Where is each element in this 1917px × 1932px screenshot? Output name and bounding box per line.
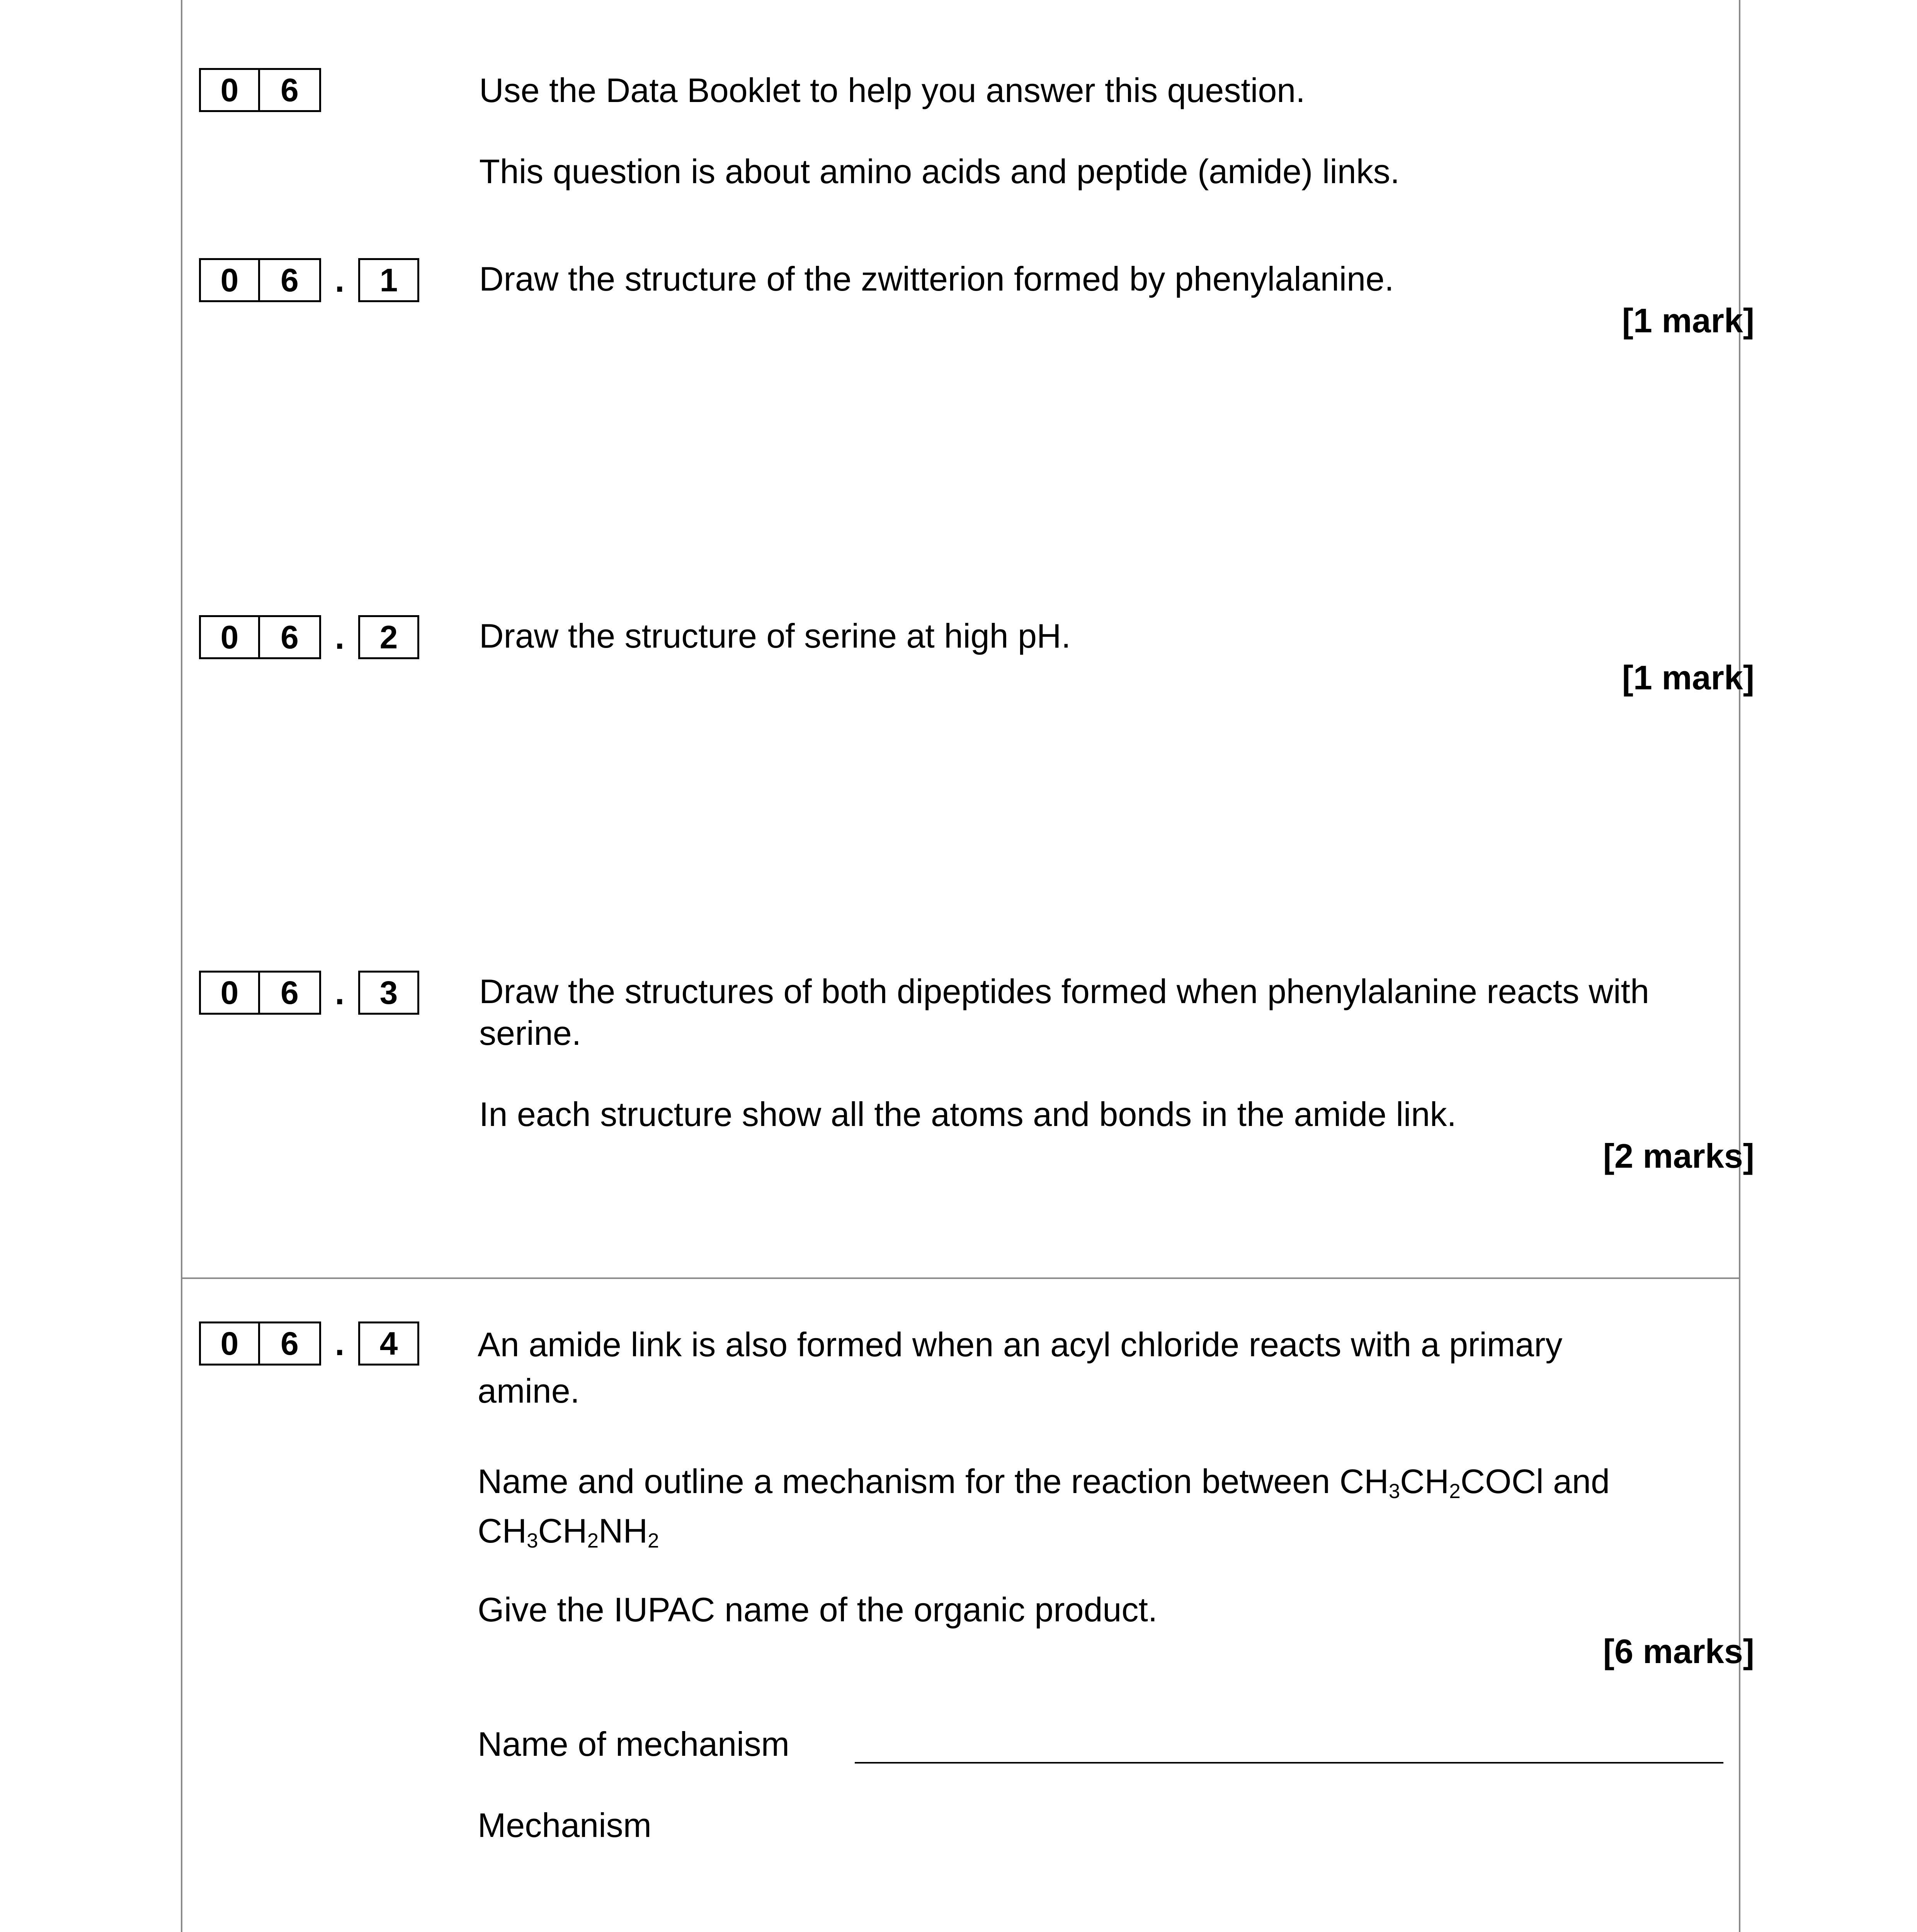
question-digit: 6 — [260, 258, 321, 302]
marks-label: [1 mark] — [1622, 301, 1754, 340]
left-margin-rule — [181, 0, 182, 1932]
marks-label: [6 marks] — [1603, 1632, 1754, 1670]
question-instruction: In each structure show all the atoms and bonds in the amide link. — [479, 1095, 1456, 1133]
section-divider — [181, 1277, 1740, 1279]
question-prompt: An amide link is also formed when an acyl chloride reacts with a primary amine. — [478, 1325, 1563, 1410]
question-prompt: Draw the structures of both dipeptides formed when phenylalanine reacts with serine. — [479, 972, 1649, 1052]
question-digit: 6 — [260, 971, 321, 1015]
question-prompt: Draw the structure of serine at high pH. — [479, 617, 1071, 655]
task-text: Name and outline a mechanism for the reaction between — [478, 1462, 1340, 1500]
question-subpart: 4 — [358, 1321, 419, 1366]
question-digit: 6 — [260, 615, 321, 659]
question-number-06-2 — [199, 615, 419, 659]
question-digit: 0 — [199, 1321, 260, 1366]
mechanism-name-answer-line[interactable] — [855, 1762, 1723, 1764]
mechanism-name-label: Name of mechanism — [478, 1725, 789, 1763]
question-digit: 0 — [199, 615, 260, 659]
question-digit: 0 — [199, 258, 260, 302]
mechanism-label: Mechanism — [478, 1806, 651, 1844]
question-digit: 0 — [199, 971, 260, 1015]
marks-label: [1 mark] — [1622, 658, 1754, 697]
question-separator: . — [335, 973, 345, 1012]
reactant-acyl-chloride: $CH_3CH_2COCl$ — [1339, 1462, 1544, 1503]
question-prompt: Draw the structure of the zwitterion formed by phenylalanine. — [479, 260, 1394, 298]
question-number-06-1 — [199, 258, 419, 302]
question-subpart: 3 — [358, 971, 419, 1015]
question-separator: . — [335, 1324, 345, 1363]
topic-text: This question is about amino acids and peptide (amide) links. — [479, 152, 1400, 190]
question-number-06 — [199, 68, 321, 112]
question-number-06-4 — [199, 1321, 419, 1366]
marks-label: [2 marks] — [1603, 1137, 1754, 1175]
question-digit: 0 — [199, 68, 260, 112]
question-number-06-3 — [199, 971, 419, 1015]
reactant-amine: $CH_3CH_2NH_2$ — [478, 1512, 659, 1553]
mechanism-task — [478, 1461, 1610, 1502]
question-separator: . — [335, 261, 345, 299]
task-text: and — [1543, 1462, 1610, 1500]
question-digit: 6 — [260, 68, 321, 112]
intro-text: Use the Data Booklet to help you answer this question. — [479, 71, 1305, 109]
question-separator: . — [335, 618, 345, 656]
question-subpart: 2 — [358, 615, 419, 659]
iupac-task: Give the IUPAC name of the organic product. — [478, 1590, 1158, 1629]
question-digit: 6 — [260, 1321, 321, 1366]
question-subpart: 1 — [358, 258, 419, 302]
